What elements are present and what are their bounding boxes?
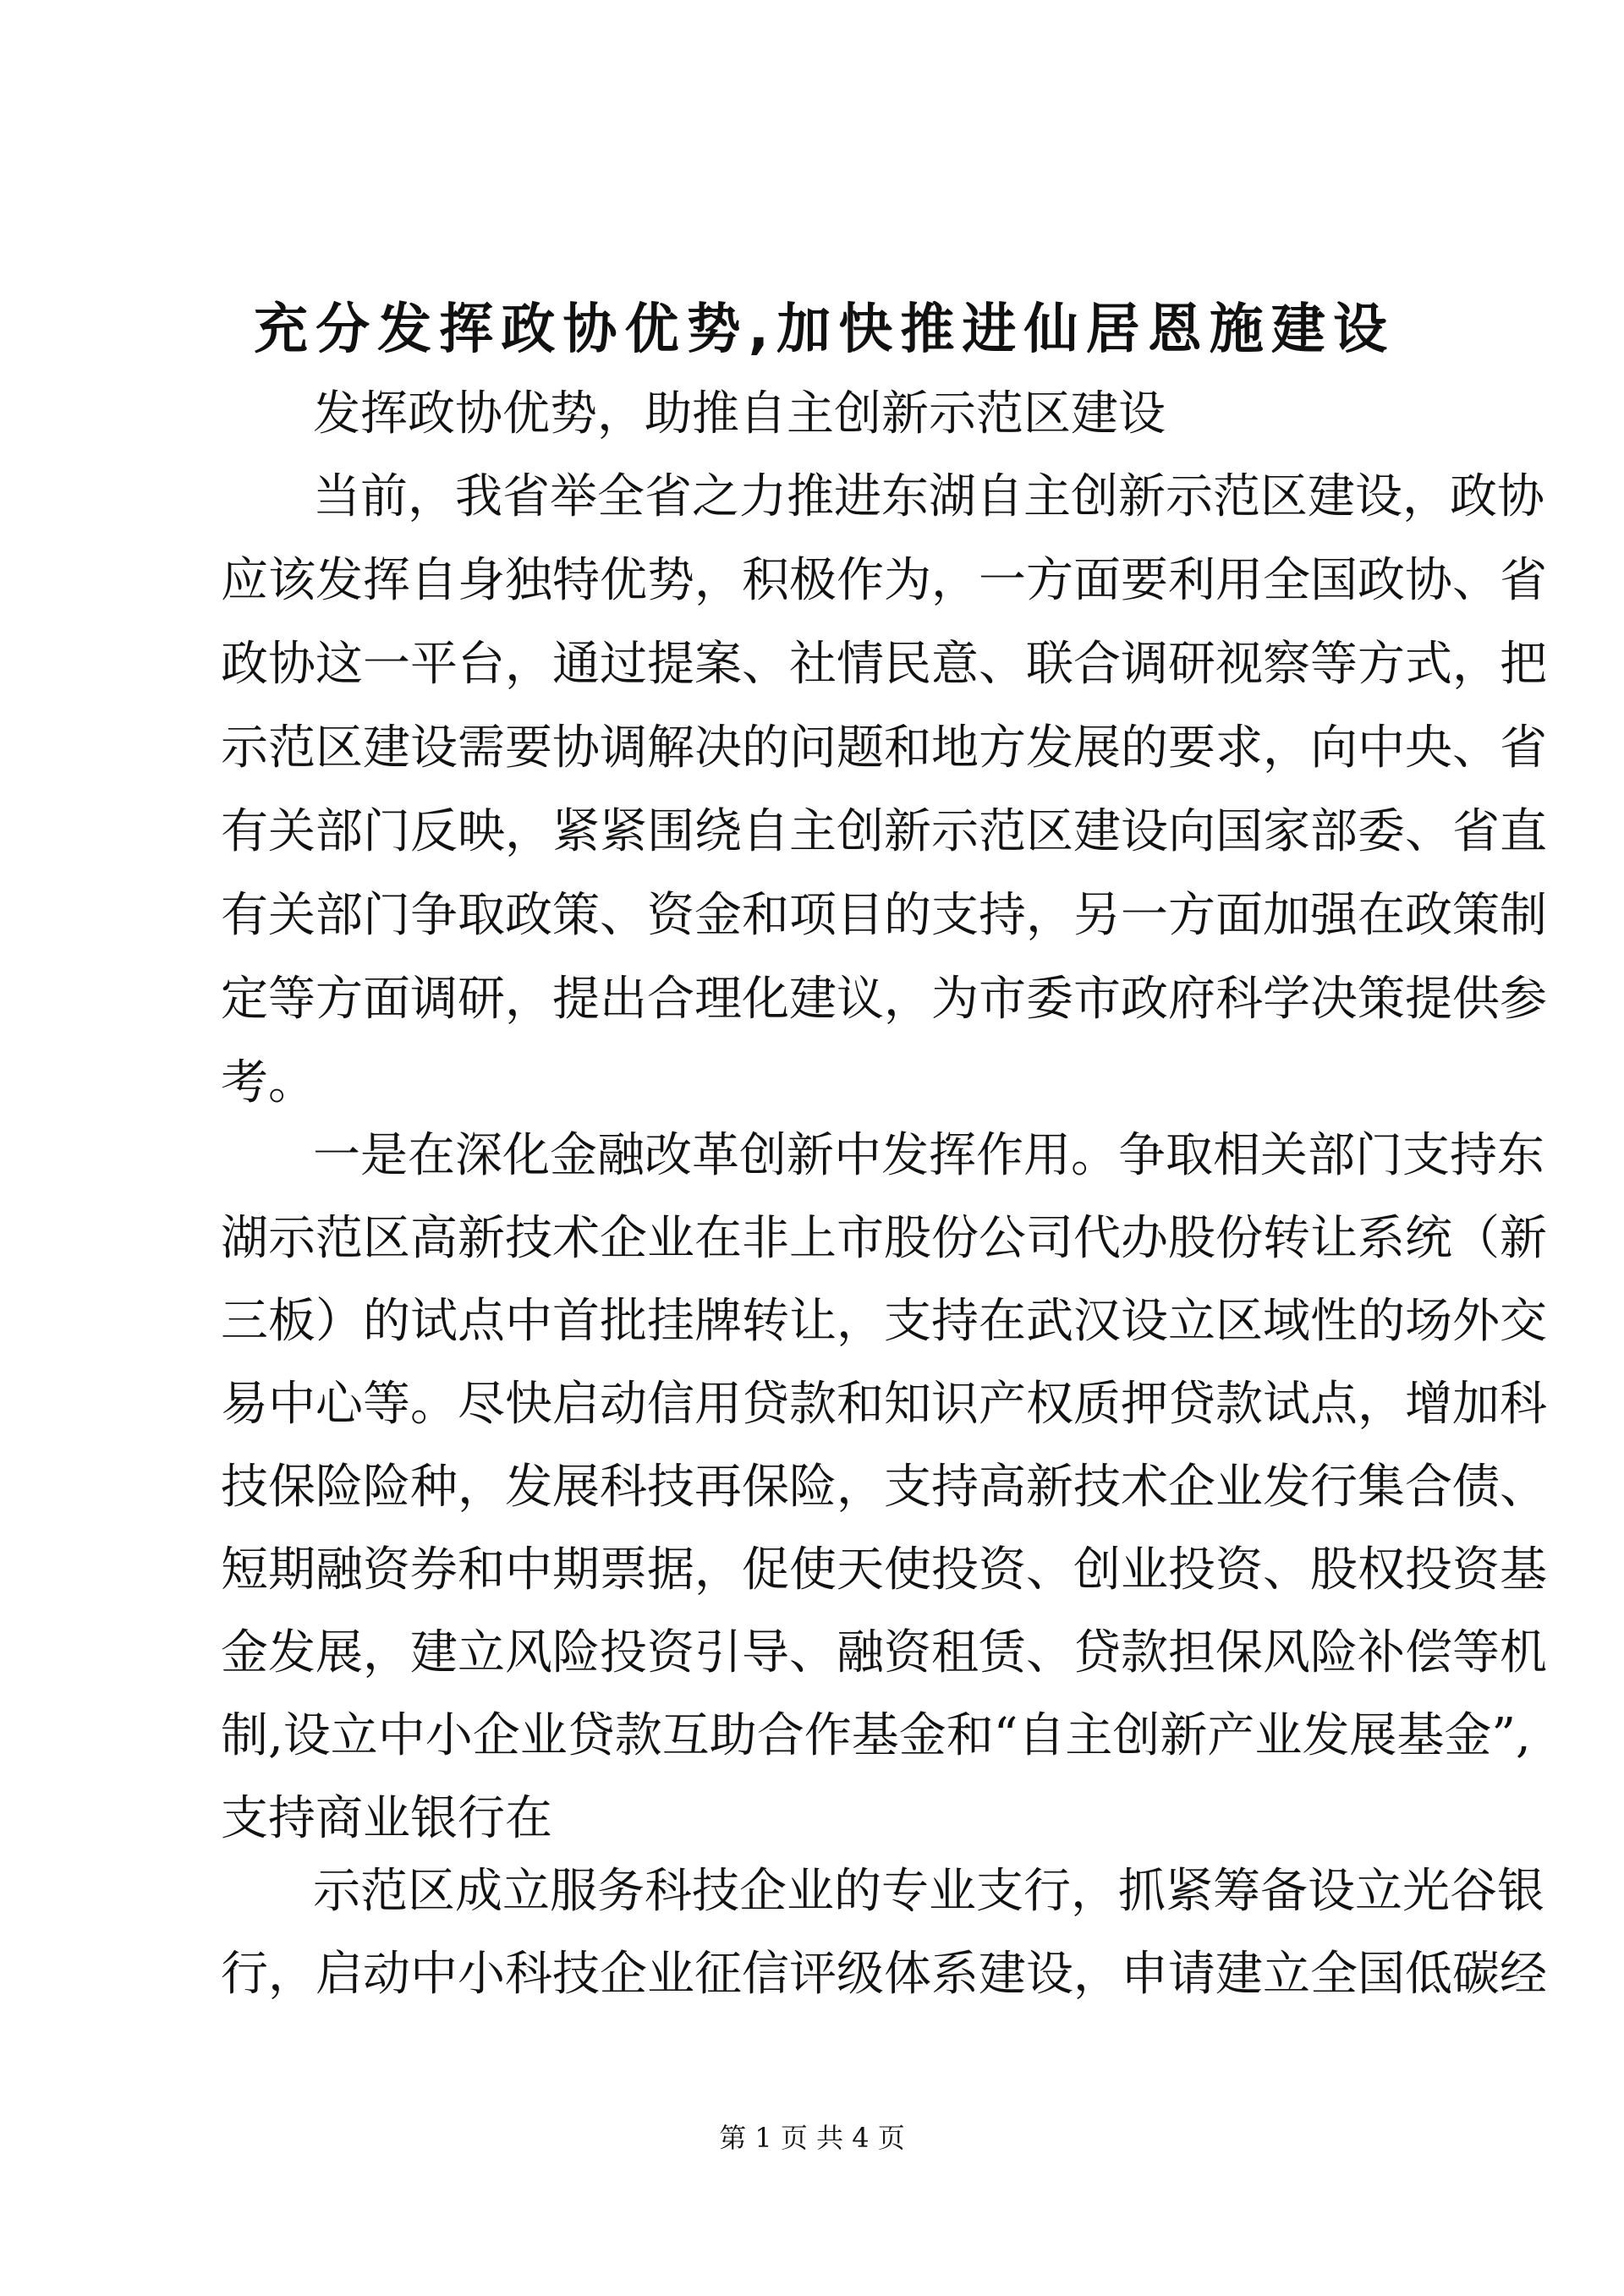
paragraph-2-line: 示范区建设需要协调解决的问题和地方发展的要求，向中央、省 <box>221 721 1547 775</box>
paragraph-2-line: 应该发挥自身独特优势，积极作为，一方面要利用全国政协、省 <box>221 553 1547 608</box>
page-footer: 第 1 页 共 4 页 <box>719 2122 905 2154</box>
paragraph-3-line: 技保险险种，发展科技再保险，支持高新技术企业发行集合债、 <box>221 1460 1547 1515</box>
paragraph-4-line: 示范区成立服务科技企业的专业支行，抓紧筹备设立光谷银 <box>313 1864 1544 1919</box>
paragraph-2-line: 有关部门争取政策、资金和项目的支持，另一方面加强在政策制 <box>221 888 1547 943</box>
paragraph-3-line: 金发展，建立风险投资引导、融资租赁、贷款担保风险补偿等机 <box>221 1625 1547 1680</box>
paragraph-3-line: 三板）的试点中首批挂牌转让，支持在武汉设立区域性的场外交 <box>221 1294 1547 1349</box>
paragraph-3-line: 制,设立中小企业贷款互助合作基金和“自主创新产业发展基金”, <box>221 1708 1531 1763</box>
paragraph-2-line: 有关部门反映，紧紧围绕自主创新示范区建设向国家部委、省直 <box>221 804 1547 859</box>
paragraph-1-line: 发挥政协优势，助推自主创新示范区建设 <box>313 386 1166 441</box>
paragraph-3-line: 湖示范区高新技术企业在非上市股份公司代办股份转让系统（新 <box>221 1211 1547 1266</box>
paragraph-2-line: 定等方面调研，提出合理化建议，为市委市政府科学决策提供参 <box>221 972 1547 1027</box>
paragraph-3-line: 支持商业银行在 <box>221 1791 552 1846</box>
document-title: 充分发挥政协优势,加快推进仙居恩施建设 <box>254 299 1387 361</box>
paragraph-3-line: 易中心等。尽快启动信用贷款和知识产权质押贷款试点，增加科 <box>221 1377 1547 1432</box>
paragraph-4-line: 行，启动中小科技企业征信评级体系建设，申请建立全国低碳经 <box>221 1947 1547 2002</box>
paragraph-2-line: 当前，我省举全省之力推进东湖自主创新示范区建设，政协 <box>313 469 1544 524</box>
paragraph-2-line: 考。 <box>221 1055 315 1110</box>
paragraph-3-line: 一是在深化金融改革创新中发挥作用。争取相关部门支持东 <box>313 1128 1544 1183</box>
paragraph-2-line: 政协这一平台，通过提案、社情民意、联合调研视察等方式，把 <box>221 637 1547 692</box>
paragraph-3-line: 短期融资券和中期票据，促使天使投资、创业投资、股权投资基 <box>221 1543 1547 1597</box>
